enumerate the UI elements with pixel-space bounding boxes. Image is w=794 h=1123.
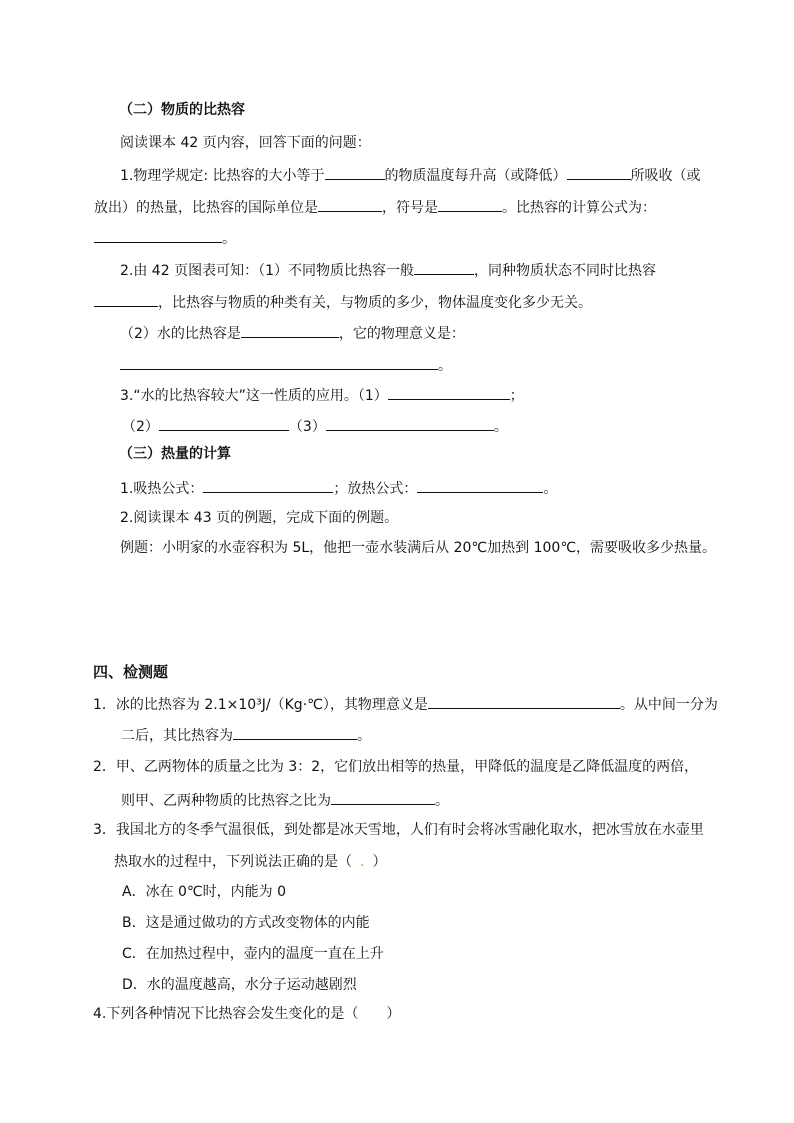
answer-blank[interactable] — [428, 693, 620, 709]
question-4-4: 4.下列各种情况下比热容会发生变化的是（ ） — [93, 1006, 401, 1022]
section-3-heading: （三）热量的计算 — [119, 446, 231, 462]
question-2-3-line-2 — [122, 415, 508, 437]
question-2-2-line-4 — [120, 354, 452, 376]
q-text: 1.物理学规定: 比热容的大小等于 — [120, 168, 325, 184]
option-b: B．这是通过做功的方式改变物体的内能 — [122, 915, 370, 931]
answer-mark-icon[interactable]: . — [360, 854, 365, 870]
answer-blank[interactable] — [94, 227, 222, 243]
option-a: A．冰在 0℃时，内能为 0 — [122, 884, 287, 900]
example-text: 例题：小明家的水壶容积为 5L，他把一壶水装满后从 20℃加热到 100℃，需要吸收多少热量。 — [120, 540, 717, 556]
question-4-1-line-1 — [93, 693, 718, 715]
answer-blank[interactable] — [325, 164, 385, 180]
q-text: 2.由 42 页图表可知：（1）不同物质比热容一般 — [120, 263, 414, 279]
q-text: 所吸收（或 — [630, 168, 701, 184]
section-2-heading: （二）物质的比热容 — [119, 102, 245, 118]
question-2-1-line-1 — [120, 164, 701, 186]
answer-blank[interactable] — [326, 415, 494, 431]
q-text: 放出）的热量，比热容的国际单位是 — [94, 200, 318, 216]
section-4-heading: 四、检测题 — [93, 663, 169, 681]
q-text: 。从中间一分为 — [619, 697, 718, 713]
q-text: 。比热容的计算公式为： — [502, 200, 656, 216]
q-text: 。 — [493, 419, 508, 435]
q-text: ，比热容与物质的种类有关，与物质的多少，物体温度变化多少无关。 — [158, 295, 592, 311]
q-text: 。 — [357, 728, 371, 744]
question-2-2-line-3 — [120, 322, 465, 344]
q-text: ； — [509, 388, 524, 404]
answer-blank[interactable] — [159, 415, 289, 431]
question-3-2: 2.阅读课本 43 页的例题，完成下面的例题。 — [120, 510, 399, 526]
question-2-2-line-2 — [94, 291, 592, 313]
q-text: 则甲、乙两种物质的比热容之比为 — [121, 793, 331, 809]
answer-blank[interactable] — [241, 322, 339, 338]
q-text: ，它的物理意义是： — [338, 326, 465, 342]
q-text: 。 — [438, 358, 452, 374]
q-text: 1．冰的比热容为 2.1×10³J/（Kg·℃），其物理意义是 — [93, 697, 428, 713]
q-text: 3.“水的比热容较大”这一性质的应用。（1） — [120, 388, 388, 404]
answer-blank[interactable] — [233, 724, 357, 740]
question-3-1 — [120, 477, 557, 499]
q-text: （2）水的比热容是 — [120, 326, 241, 342]
q-text: 的物质温度每升高（或降低） — [384, 168, 567, 184]
question-2-3-line-1 — [120, 384, 524, 406]
question-4-2-line-2 — [121, 789, 449, 811]
answer-blank[interactable] — [567, 164, 631, 180]
answer-blank[interactable] — [203, 477, 333, 493]
question-4-1-line-2 — [121, 724, 371, 746]
answer-blank[interactable] — [331, 789, 435, 805]
answer-blank[interactable] — [318, 196, 382, 212]
q-text: 。 — [435, 793, 449, 809]
question-2-1-line-3 — [94, 227, 236, 249]
question-2-1-line-2 — [94, 196, 656, 218]
option-d: D．水的温度越高，水分子运动越剧烈 — [122, 977, 357, 993]
answer-blank[interactable] — [94, 291, 158, 307]
question-2-2-line-1 — [120, 259, 656, 281]
question-4-3-line-2 — [114, 852, 386, 872]
q-text: 。 — [543, 481, 558, 497]
question-4-2-line-1: 2．甲、乙两物体的质量之比为 3：2，它们放出相等的热量，甲降低的温度是乙降低温度的两倍， — [93, 759, 699, 775]
q-text: 。 — [222, 231, 236, 247]
answer-blank[interactable] — [388, 384, 510, 400]
answer-blank[interactable] — [417, 477, 543, 493]
q-text: 二后，其比热容为 — [121, 728, 233, 744]
q-text: ；放热公式： — [333, 481, 418, 497]
answer-blank[interactable] — [120, 354, 438, 370]
answer-blank[interactable] — [438, 196, 502, 212]
q-text: 热取水的过程中，下列说法正确的是（ — [114, 854, 352, 870]
q-text: 1.吸热公式： — [120, 481, 204, 497]
q-text: （3） — [288, 419, 326, 435]
option-c: C．在加热过程中，壶内的温度一直在上升 — [122, 946, 384, 962]
section-2-intro: 阅读课本 42 页内容，回答下面的问题： — [120, 135, 371, 151]
q-text: （2） — [122, 419, 159, 435]
q-text: ，同种物质状态不同时比热容 — [473, 263, 656, 279]
q-text: ，符号是 — [382, 200, 438, 216]
answer-blank[interactable] — [414, 259, 474, 275]
q-text: ） — [372, 854, 387, 870]
question-4-3-line-1: 3．我国北方的冬季气温很低，到处都是冰天雪地，人们有时会将冰雪融化取水，把冰雪放在水壶里 — [93, 822, 704, 838]
